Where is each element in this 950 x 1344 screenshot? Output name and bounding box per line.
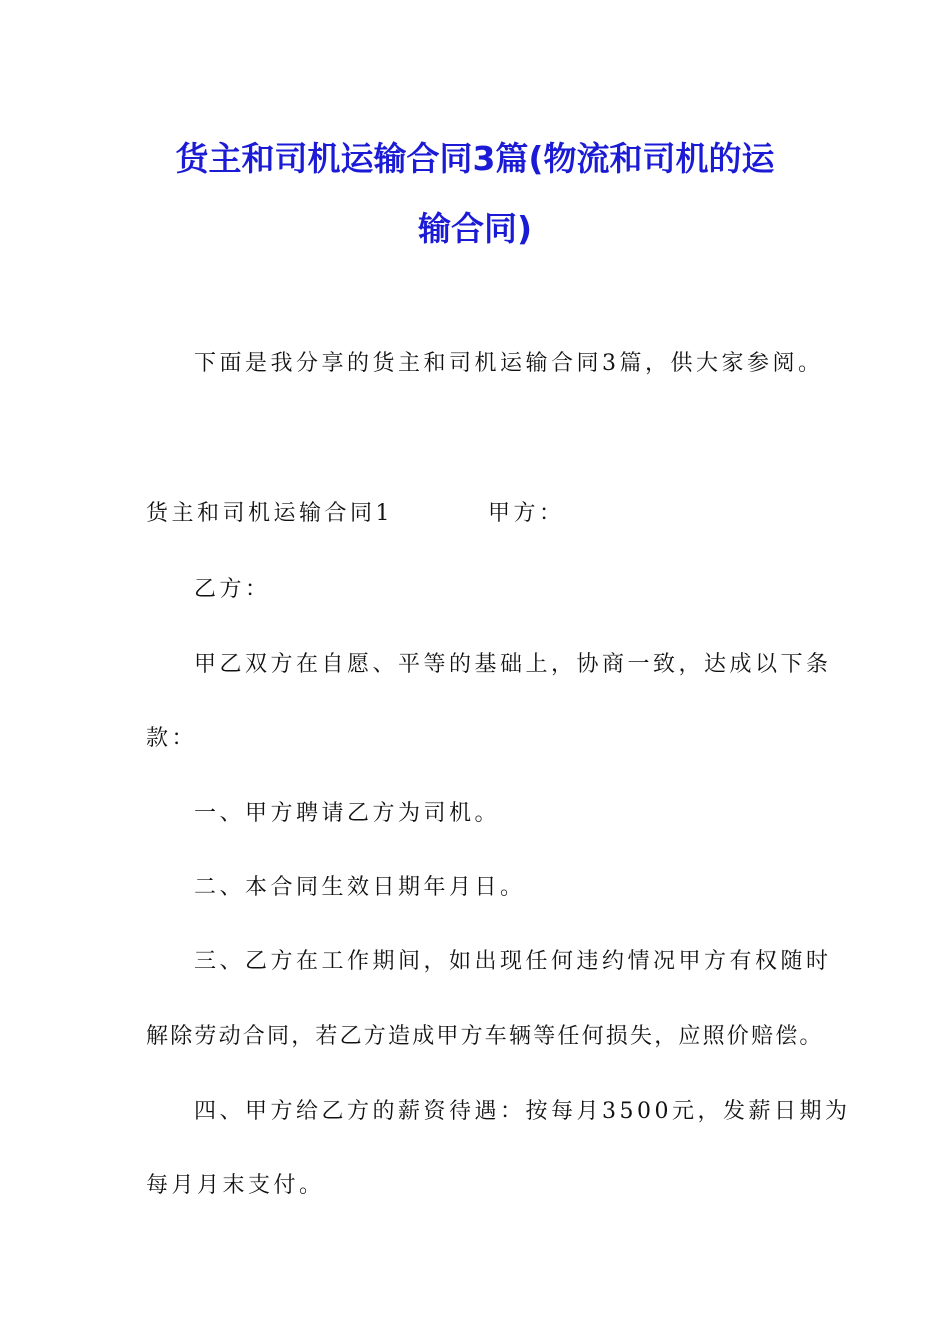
party-a-label: 甲方： bbox=[488, 501, 565, 526]
clause-3-line-1: 三、乙方在工作期间，如出现任何违约情况甲方有权随时 bbox=[194, 949, 832, 974]
document-title-line-2: 输合同) bbox=[417, 209, 533, 248]
clause-3-line-2: 解除劳动合同，若乙方造成甲方车辆等任何损失，应照价赔偿。 bbox=[146, 1024, 824, 1049]
clause-4-line-1: 四、甲方给乙方的薪资待遇：按每月3500元，发薪日期为 bbox=[194, 1099, 851, 1124]
party-b-label: 乙方： bbox=[194, 577, 271, 602]
clause-2: 二、本合同生效日期年月日。 bbox=[194, 875, 526, 900]
preamble-line-1: 甲乙双方在自愿、平等的基础上，协商一致，达成以下条 bbox=[194, 652, 832, 677]
preamble-line-2: 款： bbox=[146, 726, 198, 751]
clause-4-line-2: 每月月末支付。 bbox=[146, 1173, 325, 1198]
clause-1: 一、甲方聘请乙方为司机。 bbox=[194, 801, 501, 826]
section-heading: 货主和司机运输合同1 bbox=[146, 501, 393, 526]
intro-paragraph: 下面是我分享的货主和司机运输合同3篇，供大家参阅。 bbox=[194, 351, 824, 376]
document-title-line-1: 货主和司机运输合同3篇(物流和司机的运 bbox=[175, 139, 775, 178]
